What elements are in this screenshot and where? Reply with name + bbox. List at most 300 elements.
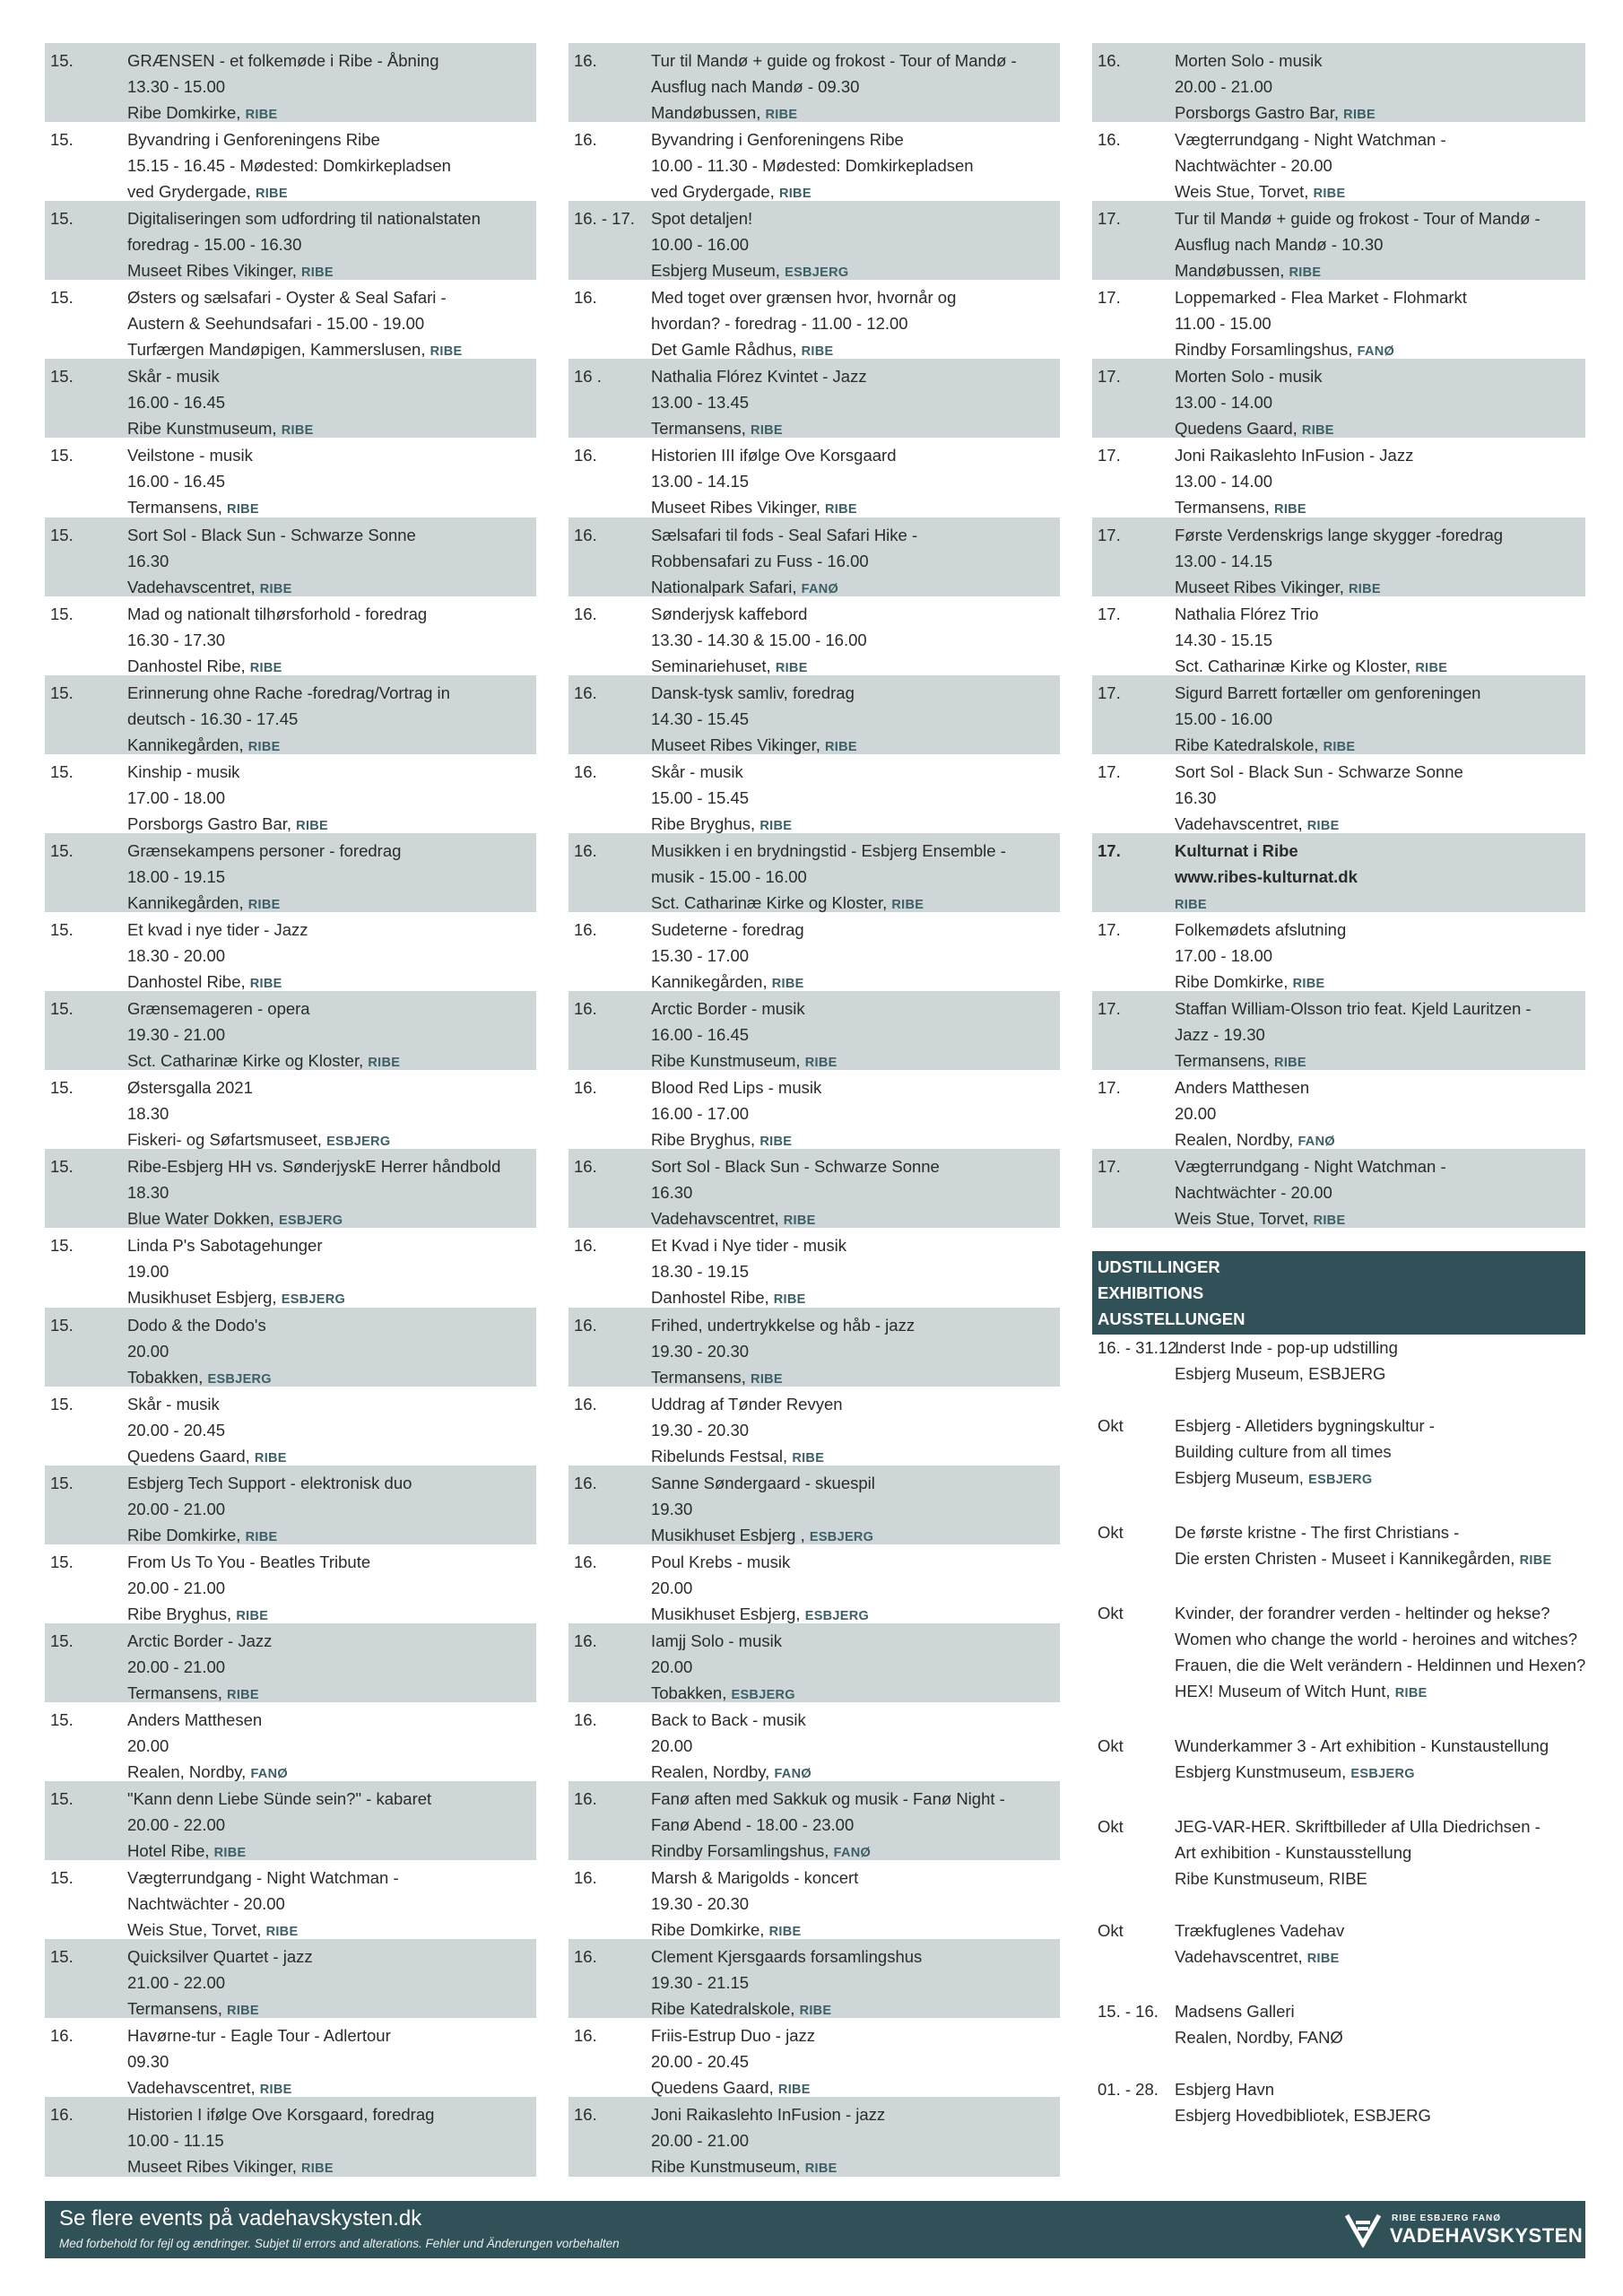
event-city: RIBE <box>751 423 783 439</box>
event-text-line: Poul Krebs - musik <box>651 1552 791 1571</box>
event-date: 17. <box>1098 999 1121 1019</box>
event-text-line: Nachtwächter - 20.00 <box>127 1894 285 1914</box>
event-row <box>45 991 536 1070</box>
event-date: 16. <box>574 1868 597 1888</box>
event-details <box>127 1865 536 1939</box>
event-venue: Musikhuset Esbjerg, <box>127 1288 277 1308</box>
event-text-line: 16.30 <box>127 551 169 570</box>
event-location <box>127 2153 531 2176</box>
event-venue: Musikhuset Esbjerg, <box>651 1604 801 1623</box>
event-date: 16. <box>50 2105 74 2125</box>
event-row <box>568 991 1060 1070</box>
event-text-line: 16.30 <box>1175 787 1217 807</box>
event-city: RIBE <box>1274 1056 1306 1071</box>
event-location <box>651 653 1055 675</box>
exhibition-location <box>1175 1944 1585 1972</box>
event-city: ESBJERG <box>731 1687 795 1702</box>
event-date: 16. <box>574 446 597 465</box>
event-row <box>45 43 536 122</box>
event-text-line: Back to Back - musik <box>651 1709 806 1729</box>
event-text-line: 20.00 <box>651 1735 693 1755</box>
event-city: RIBE <box>368 1056 401 1071</box>
exhibition-location <box>1175 1465 1585 1493</box>
event-venue: Mandøbussen, <box>1175 261 1285 281</box>
event-venue: Vadehavscentret, <box>651 1209 779 1229</box>
event-date: 16. <box>574 1394 597 1413</box>
event-date: 15. <box>50 1868 74 1888</box>
event-date: 15. <box>50 1315 74 1335</box>
event-city: RIBE <box>775 660 808 675</box>
event-row <box>568 1308 1060 1387</box>
event-city: RIBE <box>259 581 292 596</box>
event-date: 15. <box>50 1078 74 1098</box>
event-text-line: Sanne Søndergaard - skuespil <box>651 1473 875 1492</box>
event-city: RIBE <box>804 2161 838 2177</box>
event-venue: Ribe Domkirke, <box>127 103 241 122</box>
event-location <box>651 1680 1055 1702</box>
event-venue: Ribe Domkirke, <box>651 1920 765 1940</box>
event-city: RIBE <box>799 2004 832 2019</box>
event-row <box>1092 833 1585 912</box>
event-text-line: Sort Sol - Black Sun - Schwarze Sonne <box>127 525 416 544</box>
event-row <box>45 1387 536 1465</box>
event-details <box>1175 680 1585 754</box>
event-venue: Ribe Bryghus, <box>651 813 756 833</box>
event-venue: Termansens, <box>651 1367 746 1387</box>
event-text-line: Digitaliseringen som udfordring til nationalstaten <box>127 209 481 229</box>
event-venue: Ribelunds Festsal, <box>651 1446 788 1465</box>
event-text-line: Grænsemageren - opera <box>127 999 310 1019</box>
exhibition-text-line: Frauen, die die Welt verändern - Heldinnen und Hexen? <box>1175 1656 1586 1675</box>
event-location <box>1175 336 1580 359</box>
event-details <box>127 838 536 912</box>
event-city: RIBE <box>1301 423 1334 439</box>
event-text-line: 13.30 - 14.30 & 15.00 - 16.00 <box>651 630 867 649</box>
event-text-line: 20.00 - 21.00 <box>651 2131 750 2151</box>
exhibition-date: Okt <box>1098 1817 1124 1837</box>
event-text-line: Joni Raikaslehto InFusion - Jazz <box>1175 446 1414 465</box>
event-location <box>651 1996 1055 2018</box>
event-text-line: 13.00 - 13.45 <box>651 393 750 413</box>
event-details <box>1175 1153 1585 1228</box>
event-details <box>127 1470 536 1544</box>
event-row <box>45 675 536 754</box>
event-text-line: 19.30 <box>651 1499 693 1518</box>
event-city: RIBE <box>249 660 282 675</box>
event-text-line: Anders Matthesen <box>127 1709 263 1729</box>
event-location <box>651 969 1055 991</box>
event-date: 16. <box>574 999 597 1019</box>
event-row <box>1092 596 1585 675</box>
event-venue: Tobakken, <box>651 1683 727 1702</box>
event-venue: Danhostel Ribe, <box>651 1288 769 1308</box>
event-text-line: 14.30 - 15.45 <box>651 709 750 728</box>
event-date: 17. <box>1098 525 1121 544</box>
event-venue: Termansens, <box>651 419 746 439</box>
event-text-line: 14.30 - 15.15 <box>1175 630 1273 649</box>
event-location <box>651 732 1055 754</box>
event-city: RIBE <box>245 1529 278 1544</box>
event-location <box>651 1126 1055 1149</box>
event-location <box>651 1284 1055 1307</box>
event-text-line: 16.00 - 17.00 <box>651 1104 750 1124</box>
event-text-line: Vægterrundgang - Night Watchman - <box>127 1868 399 1888</box>
event-date: 15. <box>50 525 74 544</box>
event-text-line: 19.30 - 20.30 <box>651 1341 750 1361</box>
event-row <box>1092 991 1585 1070</box>
exhibition-location <box>1175 1678 1585 1707</box>
event-text-line: Jazz - 19.30 <box>1175 1025 1265 1045</box>
exhibition-city: ESBJERG <box>1350 1767 1415 1782</box>
event-details <box>127 205 536 280</box>
event-location <box>651 890 1055 912</box>
event-city: RIBE <box>1292 977 1325 992</box>
event-text-line: Spot detaljen! <box>651 209 753 229</box>
event-text-line: Kinship - musik <box>127 761 240 781</box>
event-location <box>651 257 1055 280</box>
exhibition-details <box>1175 1413 1585 1493</box>
exhibition-details <box>1175 1733 1585 1787</box>
exhibition-text-line: Esbjerg - Alletiders bygningskultur - <box>1175 1416 1435 1436</box>
event-details <box>127 2022 536 2097</box>
event-row <box>568 1387 1060 1465</box>
event-venue: Vadehavscentret, <box>1175 813 1303 833</box>
event-venue: Termansens, <box>127 1999 222 2019</box>
event-city: RIBE <box>1323 739 1356 754</box>
event-row <box>45 2018 536 2097</box>
event-location <box>651 1759 1055 1781</box>
event-row <box>1092 201 1585 280</box>
exhibition-date: 01. - 28. <box>1098 2080 1159 2100</box>
event-city: RIBE <box>778 187 812 202</box>
event-text-line: Fanø aften med Sakkuk og musik - Fanø Night - <box>651 1789 1005 1809</box>
event-text-line: Nachtwächter - 20.00 <box>1175 1183 1332 1203</box>
event-text-line: Byvandring i Genforeningens Ribe <box>127 130 380 150</box>
event-date: 17. <box>1098 446 1121 465</box>
event-details <box>651 1153 1060 1228</box>
event-row <box>45 1544 536 1623</box>
event-date: 16. <box>574 1631 597 1650</box>
event-text-line: 15.00 - 16.00 <box>1175 709 1273 728</box>
event-text-line: Ausflug nach Mandø - 09.30 <box>651 77 860 96</box>
footer-title[interactable]: Se flere events på vadehavskysten.dk <box>59 2206 422 2231</box>
event-location <box>651 2074 1055 2097</box>
event-text-line: www.ribes-kulturnat.dk <box>1175 866 1358 886</box>
event-date: 16. <box>574 51 597 70</box>
event-details <box>1175 205 1585 280</box>
event-text-line: 17.00 - 18.00 <box>127 787 226 807</box>
event-text-line: Arctic Border - musik <box>651 999 805 1019</box>
event-date: 17. <box>1098 840 1121 860</box>
event-city: RIBE <box>771 977 804 992</box>
exhibition-text-line: Esbjerg Havn <box>1175 2080 1275 2100</box>
event-date: 15. <box>50 288 74 308</box>
exhibitions-heading-line: UDSTILLINGER <box>1098 1257 1220 1277</box>
event-city: RIBE <box>1306 818 1340 833</box>
event-date: 15. <box>50 761 74 781</box>
event-venue: Ribe Bryghus, <box>651 1130 756 1150</box>
event-details <box>1175 522 1585 596</box>
event-city: RIBE <box>759 1135 793 1150</box>
event-text-line: 20.00 <box>1175 1104 1217 1124</box>
event-row <box>45 912 536 991</box>
event-location <box>1175 1048 1580 1070</box>
event-text-line: Anders Matthesen <box>1175 1078 1310 1098</box>
exhibition-date: Okt <box>1098 1736 1124 1756</box>
event-text-line: Marsh & Marigolds - koncert <box>651 1868 859 1888</box>
event-venue: Rindby Forsamlingshus, <box>651 1841 829 1861</box>
event-row <box>568 122 1060 201</box>
exhibition-date: Okt <box>1098 1604 1124 1623</box>
footer-disclaimer: Med forbehold for fejl og ændringer. Subjet til errors and alterations. Fehler und Änderungen vorbehalten <box>59 2237 620 2250</box>
event-details <box>651 284 1060 359</box>
event-location <box>651 1601 1055 1623</box>
event-venue: Sct. Catharinæ Kirke og Kloster, <box>651 892 888 912</box>
event-location <box>127 2074 531 2097</box>
event-location <box>1175 1205 1580 1228</box>
event-city: RIBE <box>213 1846 247 1861</box>
event-text-line: Mad og nationalt tilhørsforhold - foredrag <box>127 604 428 623</box>
event-row <box>1092 438 1585 517</box>
event-date: 17. <box>1098 367 1121 387</box>
event-city: ESBJERG <box>785 265 849 281</box>
event-venue: Termansens, <box>127 498 222 517</box>
event-venue: Termansens, <box>1175 498 1270 517</box>
event-text-line: 09.30 <box>127 2052 169 2072</box>
event-details <box>1175 284 1585 359</box>
event-details <box>1175 48 1585 122</box>
event-text-line: deutsch - 16.30 - 17.45 <box>127 709 299 728</box>
exhibition-venue: Die ersten Christen - Museet i Kannikegården, <box>1175 1549 1515 1569</box>
event-location <box>1175 653 1580 675</box>
event-row <box>568 517 1060 596</box>
event-details <box>127 1944 536 2018</box>
exhibition-text-line: De første kristne - The first Christians - <box>1175 1523 1460 1543</box>
event-text-line: 19.00 <box>127 1262 169 1282</box>
event-row <box>568 280 1060 359</box>
event-text-line: Morten Solo - musik <box>1175 51 1323 70</box>
event-text-line: Østers og sælsafari - Oyster & Seal Safari - <box>127 288 447 308</box>
brand-name: VADEHAVSKYSTEN <box>1390 2224 1584 2247</box>
event-date: 16. <box>574 1315 597 1335</box>
exhibition-city: ESBJERG <box>1308 1473 1373 1488</box>
event-row <box>568 1228 1060 1307</box>
event-date: 17. <box>1098 920 1121 940</box>
exhibition-text-line: Esbjerg Museum, ESBJERG <box>1175 1364 1386 1384</box>
event-row <box>568 1623 1060 1702</box>
event-location <box>1175 969 1580 991</box>
event-venue: Tobakken, <box>127 1367 204 1387</box>
event-row <box>45 1781 536 1860</box>
event-text-line: Første Verdenskrigs lange skygger -foredrag <box>1175 525 1504 544</box>
event-details <box>651 917 1060 991</box>
event-text-line: 20.00 - 20.45 <box>127 1420 226 1439</box>
event-text-line: 10.00 - 11.15 <box>127 2131 224 2151</box>
event-text-line: 15.00 - 15.45 <box>651 787 750 807</box>
event-date: 17. <box>1098 1157 1121 1177</box>
exhibition-details <box>1175 1918 1585 1972</box>
event-details <box>651 363 1060 438</box>
exhibition-row <box>1092 1413 1585 1493</box>
event-date: 16. <box>574 2026 597 2046</box>
event-date: 15. <box>50 1709 74 1729</box>
exhibitions-heading-line: AUSSTELLUNGEN <box>1098 1309 1245 1329</box>
event-text-line: Linda P's Sabotagehunger <box>127 1236 323 1256</box>
exhibitions-list <box>1092 1335 1585 2128</box>
event-date: 15. <box>50 1789 74 1809</box>
event-date: 15. <box>50 51 74 70</box>
event-date: 15. <box>50 367 74 387</box>
event-text-line: Dansk-tysk samliv, foredrag <box>651 683 855 702</box>
event-row <box>1092 517 1585 596</box>
event-city: RIBE <box>254 1450 287 1465</box>
event-city: ESBJERG <box>278 1213 343 1229</box>
event-text-line: 16.30 <box>651 1183 693 1203</box>
event-row <box>45 122 536 201</box>
event-city: FANØ <box>774 1766 812 1781</box>
event-text-line: 10.00 - 11.30 - Mødested: Domkirkepladsen <box>651 156 974 176</box>
event-row <box>45 833 536 912</box>
event-text-line: 20.00 <box>651 1578 693 1597</box>
event-details <box>127 1549 536 1623</box>
event-city: RIBE <box>430 344 463 360</box>
event-location <box>1175 890 1580 912</box>
event-text-line: Sort Sol - Black Sun - Schwarze Sonne <box>651 1157 940 1177</box>
event-location <box>127 1364 531 1387</box>
event-date: 16. <box>574 761 597 781</box>
event-city: RIBE <box>1415 660 1448 675</box>
exhibition-location <box>1175 1545 1585 1574</box>
event-text-line: Friis-Estrup Duo - jazz <box>651 2026 815 2046</box>
event-row <box>1092 122 1585 201</box>
event-details <box>651 1865 1060 1939</box>
event-details <box>651 1944 1060 2018</box>
exhibition-city: RIBE <box>1306 1952 1340 1967</box>
event-date: 15. <box>50 1394 74 1413</box>
event-details <box>127 759 536 833</box>
event-row <box>568 43 1060 122</box>
event-city: RIBE <box>768 1925 802 1940</box>
exhibition-details <box>1175 1998 1585 2050</box>
event-text-line: 20.00 - 21.00 <box>1175 77 1273 96</box>
event-city: RIBE <box>259 2083 292 2098</box>
event-text-line: 18.30 <box>127 1104 169 1124</box>
event-venue: Porsborgs Gastro Bar, <box>127 813 292 833</box>
event-venue: Kannikegården, <box>651 972 768 992</box>
event-text-line: Folkemødets afslutning <box>1175 920 1347 940</box>
event-details <box>127 284 536 359</box>
event-row <box>1092 43 1585 122</box>
event-location <box>651 1443 1055 1465</box>
event-text-line: 17.00 - 18.00 <box>1175 946 1273 966</box>
event-row <box>568 1939 1060 2018</box>
event-city: ESBJERG <box>281 1292 346 1308</box>
event-date: 16. <box>574 525 597 544</box>
event-date: 17. <box>1098 761 1121 781</box>
event-row <box>568 912 1060 991</box>
event-text-line: 13.00 - 14.00 <box>1175 393 1273 413</box>
event-text-line: Quicksilver Quartet - jazz <box>127 1947 313 1967</box>
event-city: RIBE <box>265 1925 299 1940</box>
event-city: RIBE <box>1349 581 1381 596</box>
event-text-line: Sudeterne - foredrag <box>651 920 804 940</box>
event-location <box>127 653 531 675</box>
event-details <box>1175 759 1585 833</box>
event-row <box>568 1781 1060 1860</box>
event-city: RIBE <box>249 977 282 992</box>
event-date: 16. <box>574 604 597 623</box>
event-date: 16. <box>574 840 597 860</box>
event-date: 16. <box>574 1078 597 1098</box>
event-text-line: Esbjerg Tech Support - elektronisk duo <box>127 1473 412 1492</box>
event-row <box>45 359 536 438</box>
event-date: 16. <box>574 920 597 940</box>
event-venue: Ribe Kunstmuseum, <box>651 2157 801 2177</box>
event-text-line: Skår - musik <box>127 367 220 387</box>
event-text-line: Vægterrundgang - Night Watchman - <box>1175 130 1446 150</box>
event-row <box>45 1149 536 1228</box>
event-text-line: Et kvad i nye tider - Jazz <box>127 920 308 940</box>
event-city: RIBE <box>296 818 329 833</box>
exhibition-venue: HEX! Museum of Witch Hunt, <box>1175 1682 1391 1701</box>
exhibition-text-line: Esbjerg Hovedbibliotek, ESBJERG <box>1175 2106 1431 2126</box>
event-text-line: Austern & Seehundsafari - 15.00 - 19.00 <box>127 314 425 334</box>
event-text-line: Historien I ifølge Ove Korsgaard, foredrag <box>127 2105 435 2125</box>
event-text-line: Nathalia Flórez Trio <box>1175 604 1319 623</box>
event-details <box>127 996 536 1070</box>
event-location <box>651 336 1055 359</box>
exhibition-row <box>1092 1998 1585 2050</box>
event-row <box>568 1544 1060 1623</box>
event-location <box>1175 415 1580 438</box>
exhibition-text-line: Ribe Kunstmuseum, RIBE <box>1175 1869 1367 1889</box>
event-location <box>127 811 531 833</box>
event-text-line: 20.00 - 21.00 <box>127 1578 226 1597</box>
event-text-line: Grænsekampens personer - foredrag <box>127 840 402 860</box>
event-location <box>651 415 1055 438</box>
event-venue: Realen, Nordby, <box>127 1761 247 1781</box>
event-text-line: Sigurd Barrett fortæller om genforeningen <box>1175 683 1481 702</box>
event-text-line: 18.30 - 19.15 <box>651 1262 750 1282</box>
event-date: 16. <box>574 1552 597 1571</box>
events-column-1 <box>45 43 536 2177</box>
event-city: RIBE <box>801 344 834 360</box>
event-city: RIBE <box>777 2083 811 2098</box>
event-date: 16. <box>574 1473 597 1492</box>
event-location <box>127 1205 531 1228</box>
event-date: 16. <box>574 1236 597 1256</box>
event-text-line: 19.30 - 21.15 <box>651 1973 750 1993</box>
event-venue: Vadehavscentret, <box>127 2078 256 2098</box>
event-location <box>127 257 531 280</box>
event-text-line: 20.00 - 21.00 <box>127 1499 226 1518</box>
event-venue: Weis Stue, Torvet, <box>127 1920 262 1940</box>
event-text-line: 16.30 - 17.30 <box>127 630 226 649</box>
event-venue: Realen, Nordby, <box>1175 1130 1294 1150</box>
event-city: RIBE <box>227 502 259 517</box>
event-venue: Kannikegården, <box>127 735 244 754</box>
event-venue: Porsborgs Gastro Bar, <box>1175 103 1340 122</box>
event-location <box>651 178 1055 201</box>
exhibition-date: 16. - 31.12. <box>1098 1338 1182 1358</box>
event-text-line: Erinnerung ohne Rache -foredrag/Vortrag in <box>127 683 450 702</box>
event-details <box>1175 442 1585 517</box>
event-venue: Quedens Gaard, <box>1175 419 1298 439</box>
event-venue: Museet Ribes Vikinger, <box>651 498 820 517</box>
event-date: 16. <box>574 2105 597 2125</box>
event-location <box>1175 574 1580 596</box>
event-location <box>127 732 531 754</box>
